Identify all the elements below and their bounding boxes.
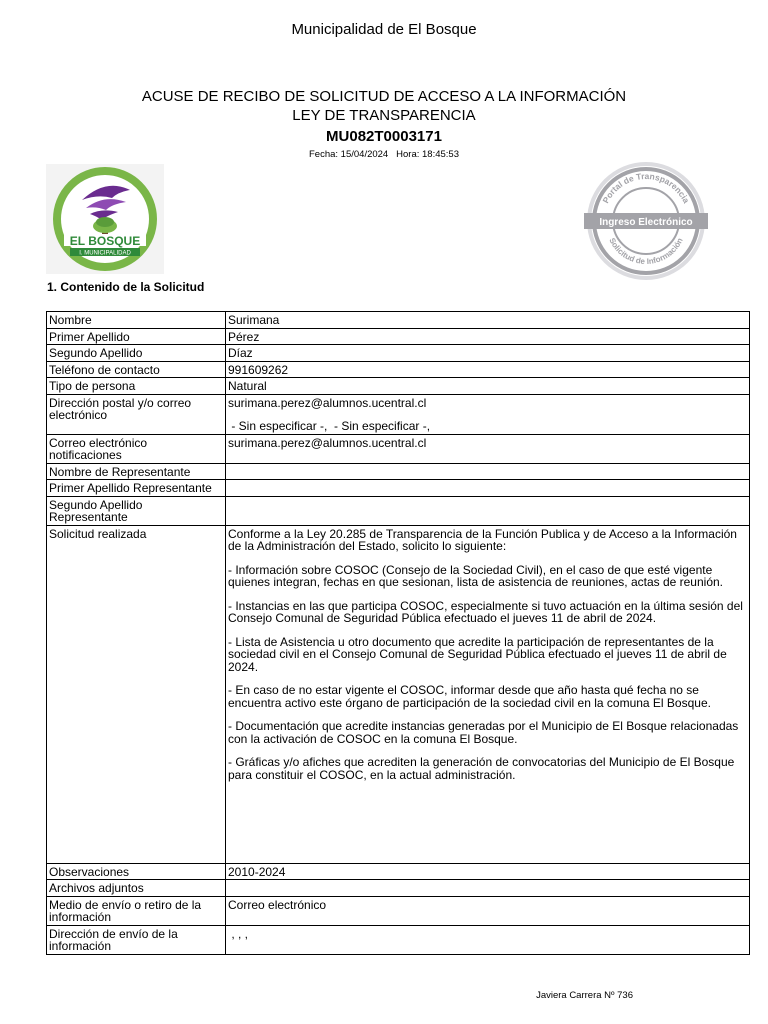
table-row (47, 312, 750, 329)
request-text (226, 525, 750, 863)
electronic-stamp (582, 160, 710, 282)
table-row (47, 378, 750, 395)
table-row (47, 361, 750, 378)
section-title: 1. Contenido de la Solicitud (47, 280, 205, 294)
row-label: Primer Apellido (47, 328, 226, 345)
row-label: Observaciones (47, 863, 226, 880)
row-label: Dirección de envío de la información (47, 925, 226, 954)
row-label: Tipo de persona (47, 378, 226, 395)
request-paragraph: - Documentación que acredite instancias generadas por el Municipio de El Bosque relacionadas con la activación de COSOC en la comuna El Bosque. (228, 719, 739, 746)
fecha-label: Fecha: (308, 149, 339, 160)
table-row (47, 345, 750, 362)
municipality-header: Municipalidad de El Bosque (291, 21, 477, 38)
table-row (47, 525, 750, 863)
row-value: Surimana (226, 312, 750, 329)
document-title: ACUSE DE RECIBO DE SOLICITUD DE ACCESO A LA INFORMACIÓN (141, 88, 627, 105)
address-email: surimana.perez@alumnos.ucentral.cl (228, 395, 427, 410)
logo-subname: I. MUNICIPALIDAD (79, 250, 131, 257)
document-subtitle: LEY DE TRANSPARENCIA (292, 107, 476, 124)
row-value: Pérez (226, 328, 750, 345)
date-time-line (0, 149, 768, 160)
table-row (47, 480, 750, 497)
row-label: Segundo Apellido Representante (47, 496, 226, 525)
hora-value: 18:45:53 (422, 149, 459, 160)
request-paragraph: - Instancias en las que participa COSOC, especialmente si tuvo actuación en la última sesión del Consejo Comunal de Seguridad Pública efectuado el jueves 11 de abril de 2024. (228, 598, 743, 625)
row-value: 991609262 (226, 361, 750, 378)
table-row (47, 328, 750, 345)
stamp-center-text: Ingreso Electrónico (599, 217, 693, 228)
request-paragraph: - En caso de no estar vigente el COSOC, informar desde que año hasta qué fecha no se encuentra activo este órgano de participación de la sociedad civil en la comuna El Bosque. (228, 683, 711, 710)
municipality-logo (46, 164, 164, 274)
row-label: Segundo Apellido (47, 345, 226, 362)
row-value (226, 480, 750, 497)
row-value: surimana.perez@alumnos.ucentral.cl (226, 434, 750, 463)
row-label: Solicitud realizada (47, 525, 226, 863)
table-row (47, 880, 750, 897)
fecha-value: 15/04/2024 (340, 149, 389, 160)
row-label: Archivos adjuntos (47, 880, 226, 897)
row-label: Correo electrónico notificaciones (47, 434, 226, 463)
request-paragraph: - Gráficas y/o afiches que acrediten la generación de convocatorias del Municipio de El Bosque para constituir el COSOC, en la actual administración. (228, 755, 735, 782)
row-value: Díaz (226, 345, 750, 362)
table-row (47, 925, 750, 954)
row-label: Dirección postal y/o correo electrónico (47, 394, 226, 434)
row-value (226, 463, 750, 480)
request-paragraph: - Lista de Asistencia u otro documento que acredite la participación de representantes de la sociedad civil en el Consejo Comunal de Seguridad Pública efectuado el jueves 11 de abril de 2024. (228, 634, 727, 674)
request-paragraph: - Información sobre COSOC (Consejo de la Sociedad Civil), en el caso de que esté vigente quienes integran, fechas en que sesionan, lista de asistencia de reuniones, actas de reunión. (228, 562, 723, 589)
row-value: Natural (226, 378, 750, 395)
table-row (47, 496, 750, 525)
row-label: Medio de envío o retiro de la información (47, 896, 226, 925)
row-value (226, 496, 750, 525)
row-value: Correo electrónico (226, 896, 750, 925)
row-value: , , , (226, 925, 750, 954)
row-label: Nombre de Representante (47, 463, 226, 480)
table-row (47, 434, 750, 463)
table-row (47, 863, 750, 880)
row-label: Nombre (47, 312, 226, 329)
stamp-bottom-text: Solicitud de Información (607, 236, 685, 267)
footer-address: Javiera Carrera Nº 736 (536, 990, 633, 1001)
row-value: 2010-2024 (226, 863, 750, 880)
table-row (47, 394, 750, 434)
address-postal: - Sin especificar -, - Sin especificar -, (228, 419, 431, 433)
folio-number: MU082T0003171 (326, 128, 442, 145)
row-value (226, 880, 750, 897)
table-row (47, 896, 750, 925)
logo-name: EL BOSQUE (69, 234, 141, 248)
request-paragraph: Conforme a la Ley 20.285 de Transparencia de la Función Publica y de Acceso a la Información de la Administración del Estado, solicito lo siguiente: (228, 526, 737, 553)
request-content-table (46, 311, 750, 955)
row-label: Primer Apellido Representante (47, 480, 226, 497)
row-value (226, 394, 750, 434)
hora-label: Hora: (396, 149, 420, 160)
table-row (47, 463, 750, 480)
stamp-top-text: Portal de Transparencia (600, 170, 692, 205)
row-label: Teléfono de contacto (47, 361, 226, 378)
